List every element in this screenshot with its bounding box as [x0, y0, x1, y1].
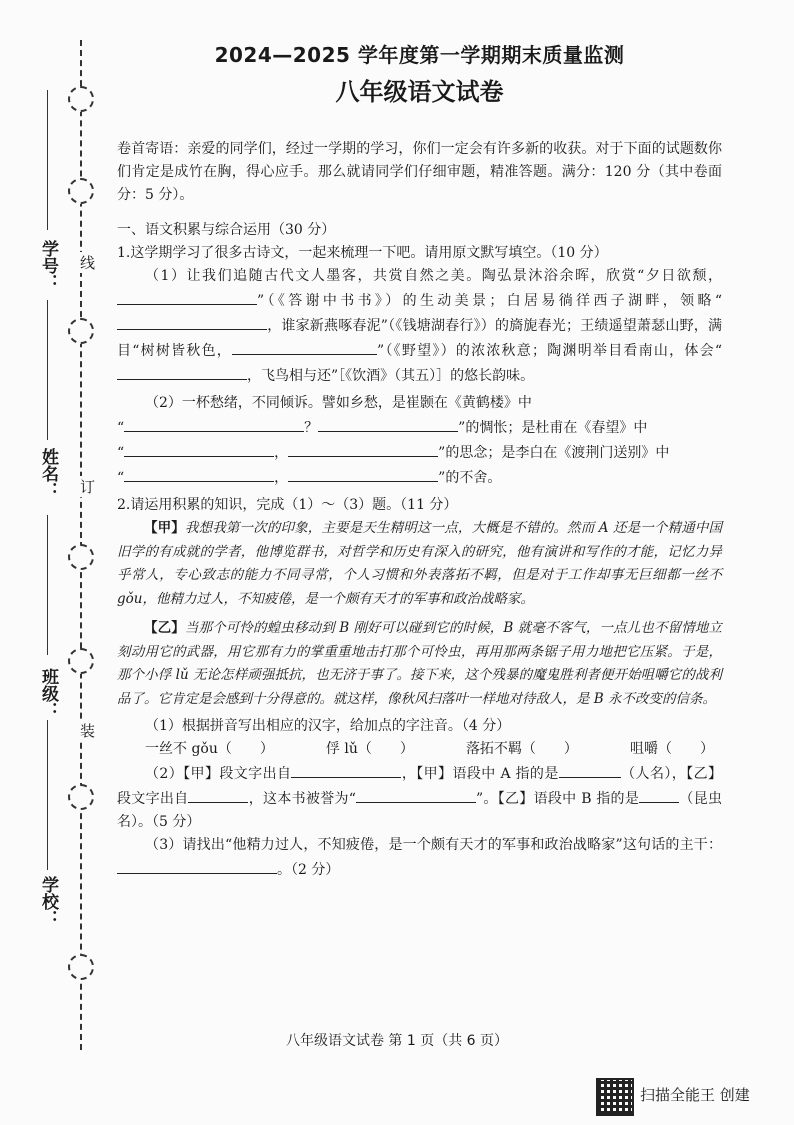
answer-blank[interactable] — [288, 465, 438, 482]
answer-blank[interactable] — [639, 786, 679, 803]
exam-content — [117, 44, 722, 882]
passage-yi — [117, 617, 722, 711]
text: （1）让我们追随古代文人墨客，共赏自然之美。陶弘景沐浴余晖，欣赏“夕日欲颓， — [145, 268, 722, 284]
binding-char-line: 线 — [80, 254, 96, 272]
text: （昆虫名）。（5 分） — [117, 791, 723, 830]
text: （2）一杯愁绪，不同倾诉。譬如乡愁，是崔颢在《黄鹤楼》中 — [145, 395, 532, 411]
text: ， — [274, 470, 289, 486]
pinyin-items — [117, 738, 722, 761]
text: ，谁家新燕啄春泥”（《钱塘湖春行》）的旖旎春光；王绩遥望萧瑟山野，满目“树树皆秋色， — [117, 318, 722, 359]
pinyin-item[interactable]: 一丝不 gǒu（ ） — [145, 741, 274, 757]
answer-blank[interactable] — [318, 415, 458, 432]
exam-subtitle: 八年级语文试卷 — [335, 78, 504, 106]
answer-blank[interactable] — [117, 363, 247, 380]
answer-blank[interactable] — [124, 440, 274, 457]
school-field-line[interactable] — [47, 720, 48, 870]
answer-blank[interactable] — [117, 313, 267, 330]
class-label: 班级： — [38, 668, 58, 719]
binding-char-bind: 装 — [80, 722, 96, 740]
text: “ — [117, 445, 125, 461]
punch-hole — [68, 784, 94, 810]
text: 。（2 分） — [277, 862, 340, 878]
text: ”（《答谢中书书》）的生动美景；白居易徜徉西子湖畔，领略 — [257, 293, 715, 309]
punch-hole — [68, 954, 94, 980]
intro-message: 卷首寄语：亲爱的同学们，经过一学期的学习，你们一定会有许多新的收获。对于下面的试题数你们肯定是成竹在胸，得心应手。那么就请同学们仔细审题，精准答题。满分：120 分（其中卷面分：5 分）。 — [117, 141, 722, 203]
passage-jia — [117, 517, 722, 611]
exam-title: 2024—2025 学年度第一学期期末质量监测 — [214, 43, 625, 67]
q2-sub3 — [117, 834, 722, 882]
answer-blank[interactable] — [356, 786, 476, 803]
answer-blank[interactable] — [117, 288, 257, 305]
name-label: 姓名： — [38, 448, 58, 499]
binding-char-order: 订 — [80, 478, 96, 496]
pinyin-item[interactable]: 落拓不羁（ ） — [465, 741, 578, 757]
student-id-field-line[interactable] — [47, 90, 48, 230]
punch-hole — [68, 178, 94, 204]
answer-blank[interactable] — [288, 440, 438, 457]
answer-blank[interactable] — [232, 338, 377, 355]
q2-sub1: （1）根据拼音写出相应的汉字，给加点的字注音。（4 分） — [145, 718, 511, 734]
punch-hole — [68, 544, 94, 570]
school-label: 学校： — [38, 876, 58, 927]
text: ，飞鸟相与还”［《饮酒》（其五）］的悠长韵味。 — [247, 368, 535, 384]
name-field-line[interactable] — [47, 300, 48, 440]
text: （人名），【乙】段文字出自 — [117, 766, 722, 807]
section-heading: 一、语文积累与综合运用（30 分） — [117, 222, 336, 238]
scanner-watermark: 扫描全能王 创建 — [640, 1086, 750, 1104]
passage-tag: 【甲】 — [144, 520, 185, 536]
q1-part1 — [117, 265, 722, 388]
answer-blank[interactable] — [124, 415, 304, 432]
qr-code-icon — [596, 1078, 634, 1116]
text: ”。【乙】语段中 B 指的是 — [475, 791, 640, 807]
answer-blank[interactable] — [124, 465, 274, 482]
text: “ — [117, 470, 125, 486]
text: ”的惆怅；是杜甫在《春望》中 — [458, 420, 648, 436]
text: “ — [714, 293, 722, 309]
answer-blank[interactable] — [117, 857, 277, 874]
text: ？ — [304, 420, 319, 436]
student-id-label: 学号： — [38, 240, 58, 291]
text: ”的思念；是李白在《渡荆门送别》中 — [438, 445, 670, 461]
q1-stem: 1.这学期学习了很多古诗文，一起来梳理一下吧。请用原文默写填空。（10 分） — [117, 245, 608, 261]
q2-sub2 — [117, 761, 722, 834]
punch-hole — [68, 318, 94, 344]
pinyin-item[interactable]: 咀嚼（ ） — [630, 741, 714, 757]
text: ，这本书被誉为“ — [248, 791, 356, 807]
text: “ — [117, 420, 125, 436]
q2-stem: 2.请运用积累的知识，完成（1）～（3）题。（11 分） — [117, 497, 458, 513]
page-footer: 八年级语文试卷 第 1 页（共 6 页） — [285, 1033, 509, 1049]
punch-hole — [68, 86, 94, 112]
class-field-line[interactable] — [47, 515, 48, 655]
answer-blank[interactable] — [559, 761, 621, 778]
text: ”（《野望》）的浓浓秋意；陶渊明举目看南山，体会“ — [377, 343, 722, 359]
punch-hole — [68, 648, 94, 674]
passage-text: 当那个可怜的蝗虫移动到 B 刚好可以碰到它的时候，B 就毫不客气，一点儿也不留情地立刻动用它的武器，用它那有力的掌重重地击打那个可怜虫，再用那两条锯子用力地把它压紧。于是，那个小俘 lǔ 无论怎样顽强抵抗，也无济于事了。接下来，这个残暴的魔鬼胜利者便开始咀嚼它的战利品了。它肯定是会感到十分得意的。就这样，像秋风扫落叶一样地对待敌人，是 B 永不改变的信条。 — [117, 620, 723, 707]
answer-blank[interactable] — [291, 761, 401, 778]
passage-tag: 【乙】 — [144, 620, 185, 636]
q1-part2 — [117, 392, 722, 490]
passage-text: 我想我第一次的印象，主要是天生精明这一点，大概是不错的。然而 A 还是一个精通中国旧学的有成就的学者，他博览群书，对哲学和历史有深入的研究，他有演讲和写作的才能，记忆力异乎常人，专心致志的能力不同寻常，个人习惯和外表落拓不羁，但是对于工作却事无巨细都一丝不 gǒu，他精力过人，不知疲倦，是一个颇有天才的军事和政治战略家。 — [117, 520, 723, 607]
answer-blank[interactable] — [188, 786, 248, 803]
text: （3）请找出“他精力过人，不知疲倦，是一个颇有天才的军事和政治战略家”这句话的主干： — [145, 837, 722, 853]
text: ，【甲】语段中 A 指的是 — [401, 766, 559, 782]
text: ， — [274, 445, 289, 461]
text: ”的不舍。 — [438, 470, 502, 486]
text: （2）【甲】段文字出自 — [145, 766, 292, 782]
binding-margin — [0, 0, 110, 1125]
pinyin-item[interactable]: 俘 lǔ（ ） — [325, 741, 414, 757]
